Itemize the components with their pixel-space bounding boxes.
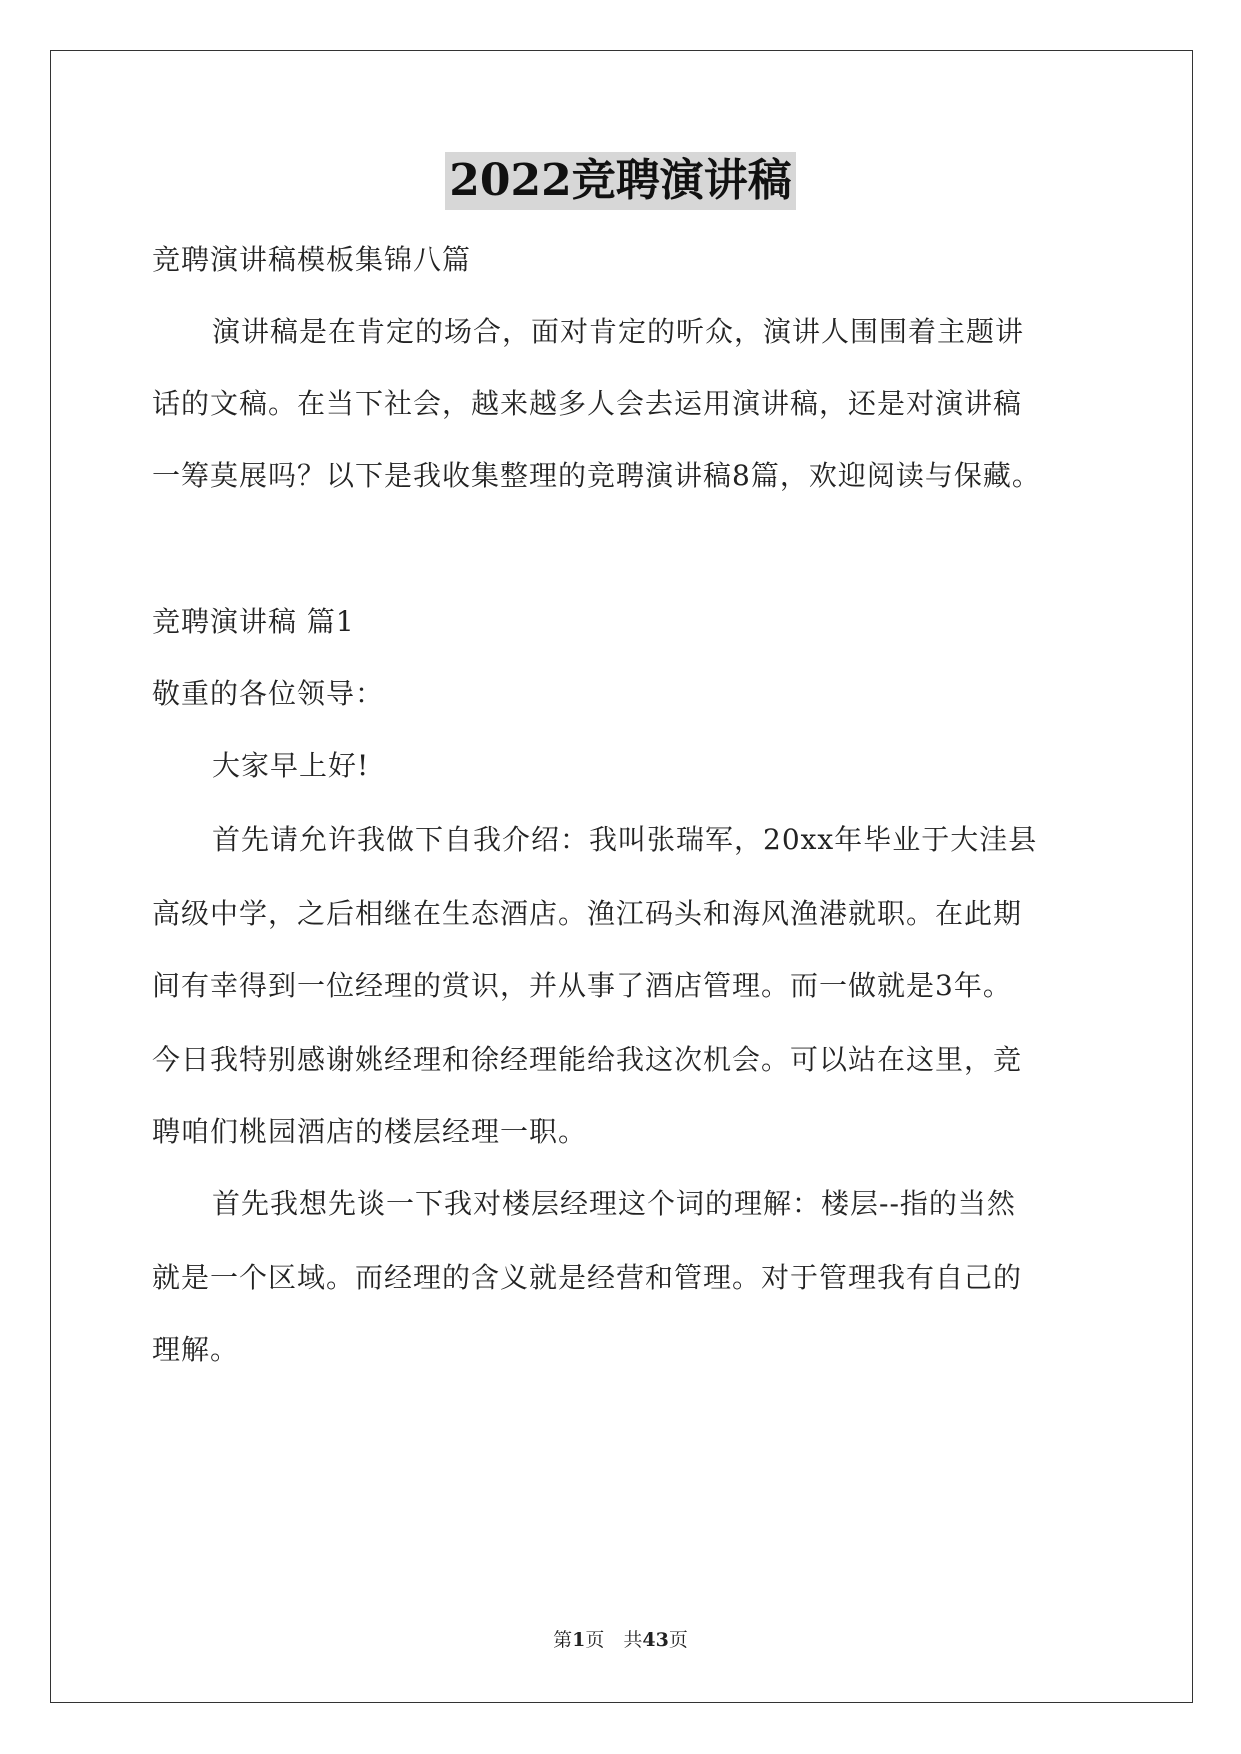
footer-page-mid: 页 共 xyxy=(585,1629,643,1651)
paragraph1-line-5: 聘咱们桃园酒店的楼层经理一职。 xyxy=(152,1115,588,1148)
title-wrap xyxy=(0,152,1241,210)
intro-line-3: 一筹莫展吗？以下是我收集整理的竞聘演讲稿8篇，欢迎阅读与保藏。 xyxy=(152,459,1041,492)
paragraph1-line-3: 间有幸得到一位经理的赏识，并从事了酒店管理。而一做就是3年。 xyxy=(152,969,1012,1002)
intro-line-2: 话的文稿。在当下社会，越来越多人会去运用演讲稿，还是对演讲稿 xyxy=(152,387,1023,420)
paragraph2-line-1: 首先我想先谈一下我对楼层经理这个词的理解：楼层--指的当然 xyxy=(212,1187,1016,1220)
document-subtitle: 竞聘演讲稿模板集锦八篇 xyxy=(152,243,472,276)
document-title: 2022竞聘演讲稿 xyxy=(445,152,795,210)
page-footer xyxy=(0,1628,1241,1652)
paragraph1-line-1: 首先请允许我做下自我介绍：我叫张瑞军，20xx年毕业于大洼县 xyxy=(212,823,1038,856)
greeting: 大家早上好! xyxy=(212,749,370,782)
salutation: 敬重的各位领导： xyxy=(152,677,385,710)
footer-page-current: 1 xyxy=(572,1629,586,1651)
paragraph2-line-3: 理解。 xyxy=(152,1333,240,1366)
paragraph2-line-2: 就是一个区域。而经理的含义就是经营和管理。对于管理我有自己的 xyxy=(152,1261,1023,1294)
paragraph1-line-4: 今日我特别感谢姚经理和徐经理能给我这次机会。可以站在这里，竞 xyxy=(152,1043,1023,1076)
paragraph1-line-2: 高级中学，之后相继在生态酒店。渔江码头和海风渔港就职。在此期 xyxy=(152,897,1023,930)
footer-page-prefix: 第 xyxy=(553,1629,573,1651)
page-border xyxy=(50,50,1193,1703)
footer-page-suffix: 页 xyxy=(668,1629,688,1651)
intro-line-1: 演讲稿是在肯定的场合，面对肯定的听众，演讲人围围着主题讲 xyxy=(212,315,1025,348)
footer-page-total: 43 xyxy=(642,1629,669,1651)
section-heading: 竞聘演讲稿 篇1 xyxy=(152,605,355,638)
